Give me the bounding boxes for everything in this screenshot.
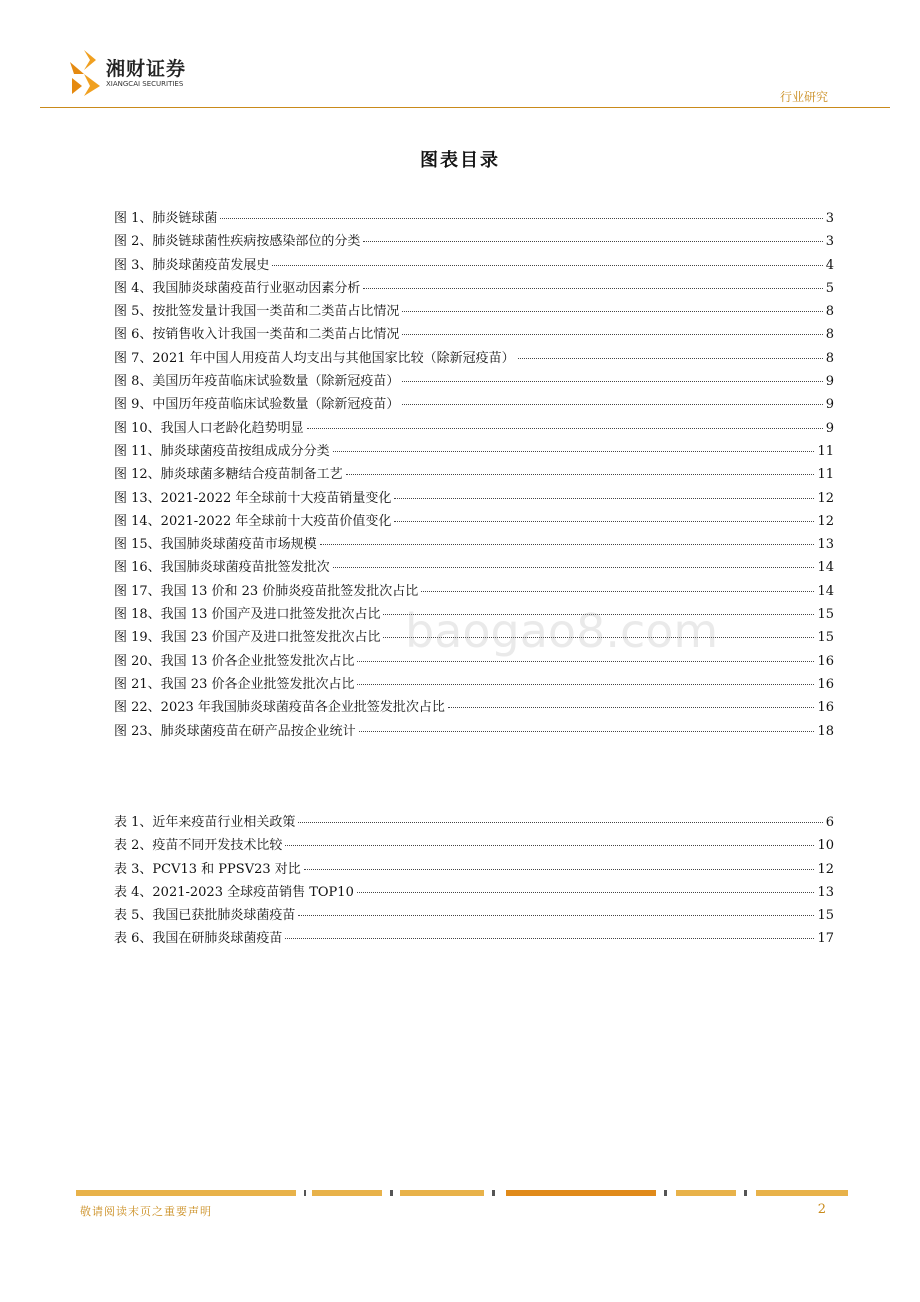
table-toc-list [114,811,834,951]
dot-leader [421,591,814,592]
figure-toc-entry[interactable] [114,370,834,393]
dot-leader [359,731,815,732]
toc-entry-label: 图 1、肺炎链球菌 [114,211,218,226]
toc-entry-page: 16 [817,676,834,692]
toc-entry-label: 表 5、我国已获批肺炎球菌疫苗 [114,908,296,924]
dot-leader [402,334,822,335]
toc-entry-page: 8 [825,304,834,320]
dot-leader [304,869,815,870]
toc-entry-page: 8 [825,350,834,366]
figure-toc-list [114,207,834,743]
figure-toc-entry[interactable] [114,323,834,346]
dot-leader [285,938,814,939]
toc-entry-label: 图 5、按批签发量计我国一类苗和二类苗占比情况 [114,304,400,320]
toc-entry-page: 13 [817,537,834,553]
dot-leader [272,265,822,266]
toc-entry-label: 表 3、PCV13 和 PPSV23 对比 [114,861,301,877]
table-toc-entry[interactable] [114,881,834,904]
toc-entry-label: 图 2、肺炎链球菌性疾病按感染部位的分类 [114,234,361,250]
toc-entry-page: 3 [825,211,834,226]
toc-entry-label: 图 21、我国 23 价各企业批签发批次占比 [114,676,355,692]
toc-entry-page: 12 [817,513,834,529]
figure-toc-entry[interactable] [114,207,834,230]
dot-leader [394,521,814,522]
dot-leader [346,474,815,475]
table-toc-entry[interactable] [114,858,834,881]
dot-leader [357,661,814,662]
figure-toc-entry[interactable] [114,556,834,579]
section-tag: 行业研究 [779,90,828,104]
figure-toc-entry[interactable] [114,393,834,416]
dot-leader [363,288,822,289]
company-logo [70,48,210,102]
dot-leader [402,381,822,382]
toc-entry-page: 15 [817,630,834,646]
dot-leader [298,915,814,916]
logo-chinese-name: 湘财证券 [106,58,187,80]
toc-entry-label: 图 14、2021-2022 年全球前十大疫苗价值变化 [114,513,392,529]
figure-toc-entry[interactable] [114,277,834,300]
toc-entry-page: 11 [817,443,834,459]
toc-entry-page: 11 [817,467,834,483]
toc-entry-page: 16 [817,700,834,716]
toc-entry-label: 图 15、我国肺炎球菌疫苗市场规模 [114,537,317,553]
figure-toc-entry[interactable] [114,510,834,533]
table-toc-entry[interactable] [114,811,834,834]
toc-entry-page: 12 [817,861,834,877]
figure-toc-entry[interactable] [114,463,834,486]
toc-entry-label: 图 7、2021 年中国人用疫苗人均支出与其他国家比较（除新冠疫苗） [114,350,515,366]
figure-toc-entry[interactable] [114,347,834,370]
toc-entry-page: 8 [825,327,834,343]
figure-toc-entry[interactable] [114,487,834,510]
toc-entry-label: 图 16、我国肺炎球菌疫苗批签发批次 [114,560,330,576]
dot-leader [298,822,822,823]
footer-divider [76,1190,848,1196]
toc-entry-label: 表 1、近年来疫苗行业相关政策 [114,815,296,830]
toc-entry-page: 17 [817,931,834,947]
toc-entry-label: 表 4、2021-2023 全球疫苗销售 TOP10 [114,884,354,900]
figure-toc-entry[interactable] [114,673,834,696]
disclaimer-note: 敬请阅读末页之重要声明 [80,1205,212,1218]
figure-toc-entry[interactable] [114,533,834,556]
table-toc-entry[interactable] [114,904,834,927]
toc-entry-page: 13 [817,884,834,900]
header-divider [40,107,890,108]
dot-leader [363,241,822,242]
toc-entry-page: 16 [817,653,834,669]
table-toc-entry[interactable] [114,834,834,857]
toc-entry-label: 图 6、按销售收入计我国一类苗和二类苗占比情况 [114,327,400,343]
dot-leader [333,567,815,568]
toc-entry-label: 图 3、肺炎球菌疫苗发展史 [114,257,270,273]
figure-toc-entry[interactable] [114,230,834,253]
dot-leader [333,451,815,452]
table-toc-entry[interactable] [114,927,834,950]
figure-toc-entry[interactable] [114,440,834,463]
figure-toc-entry[interactable] [114,580,834,603]
dot-leader [394,498,814,499]
toc-entry-page: 15 [817,908,834,924]
toc-entry-page: 5 [825,280,834,296]
toc-entry-page: 9 [825,420,834,436]
dot-leader [220,218,822,219]
dot-leader [448,707,815,708]
toc-entry-page: 3 [825,234,834,250]
toc-entry-label: 图 13、2021-2022 年全球前十大疫苗销量变化 [114,490,392,506]
toc-entry-page: 12 [817,490,834,506]
toc-entry-label: 图 20、我国 13 价各企业批签发批次占比 [114,653,355,669]
figure-toc-entry[interactable] [114,254,834,277]
dot-leader [402,404,822,405]
toc-entry-page: 14 [817,560,834,576]
toc-entry-label: 图 4、我国肺炎球菌疫苗行业驱动因素分析 [114,280,361,296]
dot-leader [518,358,823,359]
figure-toc-entry[interactable] [114,300,834,323]
toc-entry-page: 18 [817,723,834,739]
toc-entry-page: 15 [817,607,834,623]
toc-entry-label: 图 12、肺炎球菌多糖结合疫苗制备工艺 [114,467,343,483]
figure-toc-entry[interactable] [114,720,834,743]
toc-entry-page: 9 [825,397,834,413]
figure-toc-entry[interactable] [114,417,834,440]
toc-entry-page: 14 [817,583,834,599]
dot-leader [285,845,814,846]
toc-entry-label: 表 6、我国在研肺炎球菌疫苗 [114,931,283,947]
toc-entry-label: 图 8、美国历年疫苗临床试验数量（除新冠疫苗） [114,374,400,390]
toc-entry-label: 图 22、2023 年我国肺炎球菌疫苗各企业批签发批次占比 [114,700,445,716]
logo-english-name: XIANGCAI SECURITIES [106,80,184,88]
xiangcai-logo-icon [70,50,102,96]
toc-entry-page: 6 [825,815,834,830]
toc-entry-label: 图 23、肺炎球菌疫苗在研产品按企业统计 [114,723,356,739]
dot-leader [320,544,815,545]
toc-entry-page: 9 [825,374,834,390]
dot-leader [357,892,815,893]
toc-entry-label: 图 19、我国 23 价国产及进口批签发批次占比 [114,630,381,646]
page-title: 图表目录 [420,150,500,171]
page-number: 2 [817,1202,826,1217]
watermark: baogao8.com [405,604,719,658]
toc-entry-label: 图 11、肺炎球菌疫苗按组成成分分类 [114,443,330,459]
figure-toc-entry[interactable] [114,696,834,719]
toc-entry-page: 4 [825,257,834,273]
dot-leader [307,428,823,429]
toc-entry-label: 表 2、疫苗不同开发技术比较 [114,838,283,854]
toc-entry-label: 图 18、我国 13 价国产及进口批签发批次占比 [114,607,381,623]
dot-leader [357,684,814,685]
toc-entry-page: 10 [817,838,834,854]
toc-entry-label: 图 17、我国 13 价和 23 价肺炎疫苗批签发批次占比 [114,583,419,599]
toc-entry-label: 图 9、中国历年疫苗临床试验数量（除新冠疫苗） [114,397,400,413]
toc-entry-label: 图 10、我国人口老龄化趋势明显 [114,420,304,436]
dot-leader [402,311,822,312]
